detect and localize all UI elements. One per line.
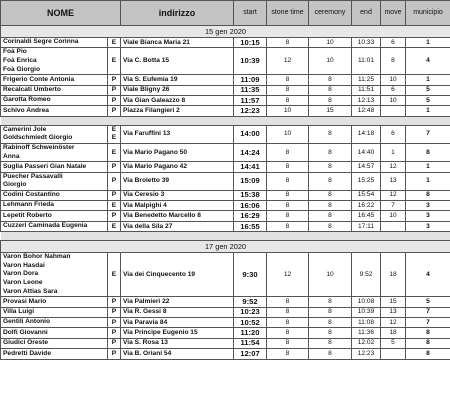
move-cell: 12 <box>381 190 406 200</box>
ceremony-cell: 10 <box>309 48 352 75</box>
stone-time-cell: 8 <box>267 211 309 221</box>
type-cell: E <box>108 221 121 231</box>
spacer-row <box>1 232 450 241</box>
move-cell: 10 <box>381 75 406 85</box>
move-cell: 10 <box>381 95 406 105</box>
municipio-cell: 5 <box>406 95 450 105</box>
type-cell: P <box>108 349 121 359</box>
start-cell: 9:52 <box>234 297 267 307</box>
ceremony-cell: 10 <box>309 253 352 297</box>
address-cell: Via della Sila 27 <box>121 221 234 231</box>
stone-time-cell: 12 <box>267 253 309 297</box>
type-cell: P <box>108 85 121 95</box>
move-cell: 6 <box>381 38 406 48</box>
address-cell: Via Gian Galeazzo 8 <box>121 95 234 105</box>
name-cell: Cuzzeri Caminada Eugenia <box>1 221 108 231</box>
start-cell: 11:35 <box>234 85 267 95</box>
type-cell: E <box>108 38 121 48</box>
ceremony-cell: 10 <box>309 38 352 48</box>
start-cell: 16:06 <box>234 201 267 211</box>
municipio-cell: 7 <box>406 307 450 317</box>
ceremony-cell: 8 <box>309 143 352 161</box>
stone-time-cell: 8 <box>267 307 309 317</box>
municipio-cell: 1 <box>406 172 450 190</box>
type-cell: P <box>108 211 121 221</box>
move-cell: 13 <box>381 307 406 317</box>
table-row <box>1 48 450 75</box>
end-cell: 17:11 <box>352 221 381 231</box>
end-cell: 11:51 <box>352 85 381 95</box>
start-cell: 11:20 <box>234 328 267 338</box>
date-row <box>1 241 450 253</box>
municipio-cell: 5 <box>406 297 450 307</box>
municipio-cell: 1 <box>406 162 450 172</box>
municipio-cell: 1 <box>406 106 450 116</box>
municipio-cell: 1 <box>406 75 450 85</box>
name-cell: Pedretti Davide <box>1 349 108 359</box>
address-cell: Via Paravia 84 <box>121 318 234 328</box>
ceremony-cell: 8 <box>309 75 352 85</box>
type-cell: P <box>108 338 121 348</box>
table-row <box>1 349 450 359</box>
address-cell: Via S. Rosa 13 <box>121 338 234 348</box>
table-row <box>1 190 450 200</box>
name-cell: Foà Pio Foà Enrica Foà Giorgio <box>1 48 108 75</box>
table-row <box>1 172 450 190</box>
header-stone-time: stone time <box>267 1 309 26</box>
move-cell: 6 <box>381 125 406 143</box>
type-cell: P <box>108 307 121 317</box>
type-cell: P <box>108 106 121 116</box>
address-cell: Via Benedetto Marcello 8 <box>121 211 234 221</box>
municipio-cell: 4 <box>406 253 450 297</box>
start-cell: 11:09 <box>234 75 267 85</box>
move-cell: 18 <box>381 253 406 297</box>
stone-time-cell: 8 <box>267 143 309 161</box>
table-row <box>1 162 450 172</box>
stone-time-cell: 8 <box>267 38 309 48</box>
name-cell: Lehmann Frieda <box>1 201 108 211</box>
name-cell: Dolfi Giovanni <box>1 328 108 338</box>
type-cell: E <box>108 48 121 75</box>
stone-time-cell: 8 <box>267 95 309 105</box>
end-cell: 16:22 <box>352 201 381 211</box>
move-cell: 7 <box>381 201 406 211</box>
address-cell: Via Mario Pagano 42 <box>121 162 234 172</box>
start-cell: 9:30 <box>234 253 267 297</box>
table-row <box>1 106 450 116</box>
move-cell: 10 <box>381 211 406 221</box>
name-cell: Puecher Passavalli Giorgio <box>1 172 108 190</box>
ceremony-cell: 8 <box>309 201 352 211</box>
address-cell: Via Broletto 39 <box>121 172 234 190</box>
move-cell: 13 <box>381 172 406 190</box>
stone-time-cell: 10 <box>267 125 309 143</box>
table-row <box>1 221 450 231</box>
municipio-cell: 8 <box>406 349 450 359</box>
table-row <box>1 307 450 317</box>
stone-time-cell: 8 <box>267 85 309 95</box>
spacer-row <box>1 116 450 125</box>
move-cell: 15 <box>381 297 406 307</box>
end-cell: 10:39 <box>352 307 381 317</box>
type-cell: E <box>108 201 121 211</box>
name-cell: Suglia Passeri Gian Natale <box>1 162 108 172</box>
stone-time-cell: 12 <box>267 48 309 75</box>
end-cell: 11:36 <box>352 328 381 338</box>
start-cell: 15:09 <box>234 172 267 190</box>
name-cell: Provasi Mario <box>1 297 108 307</box>
end-cell: 12:02 <box>352 338 381 348</box>
move-cell: 12 <box>381 162 406 172</box>
move-cell <box>381 106 406 116</box>
name-cell: Codini Costantino <box>1 190 108 200</box>
move-cell: 5 <box>381 338 406 348</box>
name-cell: Garotta Romeo <box>1 95 108 105</box>
start-cell: 16:55 <box>234 221 267 231</box>
move-cell: 18 <box>381 328 406 338</box>
table-row <box>1 85 450 95</box>
end-cell: 15:25 <box>352 172 381 190</box>
start-cell: 16:29 <box>234 211 267 221</box>
ceremony-cell: 8 <box>309 162 352 172</box>
ceremony-cell: 8 <box>309 125 352 143</box>
type-cell: E E <box>108 125 121 143</box>
table-row <box>1 201 450 211</box>
type-cell: P <box>108 190 121 200</box>
table-row <box>1 38 450 48</box>
type-cell: E <box>108 143 121 161</box>
stone-time-cell: 10 <box>267 106 309 116</box>
date-label: 17 gen 2020 <box>1 241 450 253</box>
municipio-cell: 7 <box>406 125 450 143</box>
municipio-cell: 4 <box>406 48 450 75</box>
ceremony-cell: 8 <box>309 172 352 190</box>
move-cell: 12 <box>381 318 406 328</box>
table-row <box>1 211 450 221</box>
ceremony-cell: 8 <box>309 318 352 328</box>
municipio-cell: 8 <box>406 143 450 161</box>
spacer-cell <box>1 116 450 125</box>
name-cell: Frigerio Conte Antonia <box>1 75 108 85</box>
ceremony-cell: 8 <box>309 328 352 338</box>
table-row <box>1 338 450 348</box>
name-cell: Villa Luigi <box>1 307 108 317</box>
stone-time-cell: 8 <box>267 297 309 307</box>
end-cell: 11:01 <box>352 48 381 75</box>
stone-time-cell: 8 <box>267 172 309 190</box>
stone-time-cell: 8 <box>267 318 309 328</box>
type-cell: P <box>108 297 121 307</box>
stone-time-cell: 8 <box>267 162 309 172</box>
ceremony-cell: 8 <box>309 85 352 95</box>
address-cell: Via Mario Pagano 50 <box>121 143 234 161</box>
table-row <box>1 318 450 328</box>
type-cell: P <box>108 172 121 190</box>
ceremony-cell: 8 <box>309 349 352 359</box>
type-cell: P <box>108 75 121 85</box>
header-nome: NOME <box>1 1 121 26</box>
start-cell: 14:41 <box>234 162 267 172</box>
move-cell <box>381 349 406 359</box>
move-cell: 6 <box>381 85 406 95</box>
ceremony-cell: 8 <box>309 338 352 348</box>
ceremony-cell: 15 <box>309 106 352 116</box>
start-cell: 12:07 <box>234 349 267 359</box>
table-row <box>1 125 450 143</box>
stone-time-cell: 8 <box>267 349 309 359</box>
move-cell: 1 <box>381 143 406 161</box>
type-cell: P <box>108 162 121 172</box>
table-row <box>1 75 450 85</box>
address-cell: Via Ceresio 3 <box>121 190 234 200</box>
address-cell: Via Malpighi 4 <box>121 201 234 211</box>
end-cell: 14:40 <box>352 143 381 161</box>
start-cell: 14:00 <box>234 125 267 143</box>
start-cell: 10:15 <box>234 38 267 48</box>
header-indirizzo: indirizzo <box>121 1 234 26</box>
address-cell: Via S. Eufemia 19 <box>121 75 234 85</box>
start-cell: 11:57 <box>234 95 267 105</box>
start-cell: 11:54 <box>234 338 267 348</box>
name-cell: Schivo Andrea <box>1 106 108 116</box>
end-cell: 16:45 <box>352 211 381 221</box>
type-cell: P <box>108 328 121 338</box>
table-row <box>1 328 450 338</box>
type-cell: E <box>108 253 121 297</box>
address-cell: Viale Bligny 26 <box>121 85 234 95</box>
stone-time-cell: 8 <box>267 338 309 348</box>
name-cell: Camerini Jole Goldschmiedt Giorgio <box>1 125 108 143</box>
address-cell: Viale Bianca Maria 21 <box>121 38 234 48</box>
stone-time-cell: 8 <box>267 328 309 338</box>
address-cell: Via B. Oriani 54 <box>121 349 234 359</box>
ceremony-cell: 8 <box>309 297 352 307</box>
address-cell: Via R. Gessi 8 <box>121 307 234 317</box>
type-cell: P <box>108 318 121 328</box>
address-cell: Via Principe Eugenio 15 <box>121 328 234 338</box>
end-cell: 12:23 <box>352 349 381 359</box>
start-cell: 10:39 <box>234 48 267 75</box>
move-cell: 8 <box>381 48 406 75</box>
table-row <box>1 143 450 161</box>
header-ceremony: ceremony <box>309 1 352 26</box>
stone-time-cell: 8 <box>267 201 309 211</box>
end-cell: 12:48 <box>352 106 381 116</box>
municipio-cell: 8 <box>406 328 450 338</box>
municipio-cell: 5 <box>406 85 450 95</box>
start-cell: 12:23 <box>234 106 267 116</box>
municipio-cell: 3 <box>406 201 450 211</box>
address-cell: Via Faruffini 13 <box>121 125 234 143</box>
name-cell: Giudici Oreste <box>1 338 108 348</box>
end-cell: 10:33 <box>352 38 381 48</box>
stone-time-cell: 8 <box>267 190 309 200</box>
address-cell: Piazza Filangieri 2 <box>121 106 234 116</box>
ceremony-cell: 8 <box>309 221 352 231</box>
table-row <box>1 253 450 297</box>
name-cell: Corinaldi Segre Corinna <box>1 38 108 48</box>
stone-time-cell: 8 <box>267 221 309 231</box>
stone-time-cell: 8 <box>267 75 309 85</box>
name-cell: Varon Bohor Nahman Varon Hasdai Varon Dora Varon Leone Varon Attias Sara <box>1 253 108 297</box>
municipio-cell: 8 <box>406 190 450 200</box>
end-cell: 11:25 <box>352 75 381 85</box>
address-cell: Via C. Botta 15 <box>121 48 234 75</box>
start-cell: 10:23 <box>234 307 267 317</box>
end-cell: 14:18 <box>352 125 381 143</box>
ceremony-cell: 8 <box>309 190 352 200</box>
table-row <box>1 95 450 105</box>
end-cell: 10:08 <box>352 297 381 307</box>
municipio-cell: 8 <box>406 338 450 348</box>
start-cell: 15:38 <box>234 190 267 200</box>
date-label: 15 gen 2020 <box>1 26 450 38</box>
header-row <box>1 1 450 26</box>
address-cell: Via Palmieri 22 <box>121 297 234 307</box>
start-cell: 14:24 <box>234 143 267 161</box>
header-start: start <box>234 1 267 26</box>
name-cell: Recalcati Umberto <box>1 85 108 95</box>
table-row <box>1 297 450 307</box>
type-cell: P <box>108 95 121 105</box>
municipio-cell: 3 <box>406 221 450 231</box>
end-cell: 15:54 <box>352 190 381 200</box>
ceremony-cell: 8 <box>309 307 352 317</box>
name-cell: Lepetit Roberto <box>1 211 108 221</box>
end-cell: 14:57 <box>352 162 381 172</box>
date-row <box>1 26 450 38</box>
municipio-cell: 7 <box>406 318 450 328</box>
municipio-cell: 3 <box>406 211 450 221</box>
address-cell: Via dei Cinquecento 19 <box>121 253 234 297</box>
spacer-cell <box>1 232 450 241</box>
end-cell: 12:13 <box>352 95 381 105</box>
end-cell: 11:08 <box>352 318 381 328</box>
header-end: end <box>352 1 381 26</box>
move-cell <box>381 221 406 231</box>
header-move: move <box>381 1 406 26</box>
end-cell: 9:52 <box>352 253 381 297</box>
ceremony-cell: 8 <box>309 211 352 221</box>
name-cell: Gentili Antonio <box>1 318 108 328</box>
ceremony-cell: 8 <box>309 95 352 105</box>
start-cell: 10:52 <box>234 318 267 328</box>
header-municipio: municipio <box>406 1 450 26</box>
municipio-cell: 1 <box>406 38 450 48</box>
name-cell: Rabinoff Schweinöster Anna <box>1 143 108 161</box>
